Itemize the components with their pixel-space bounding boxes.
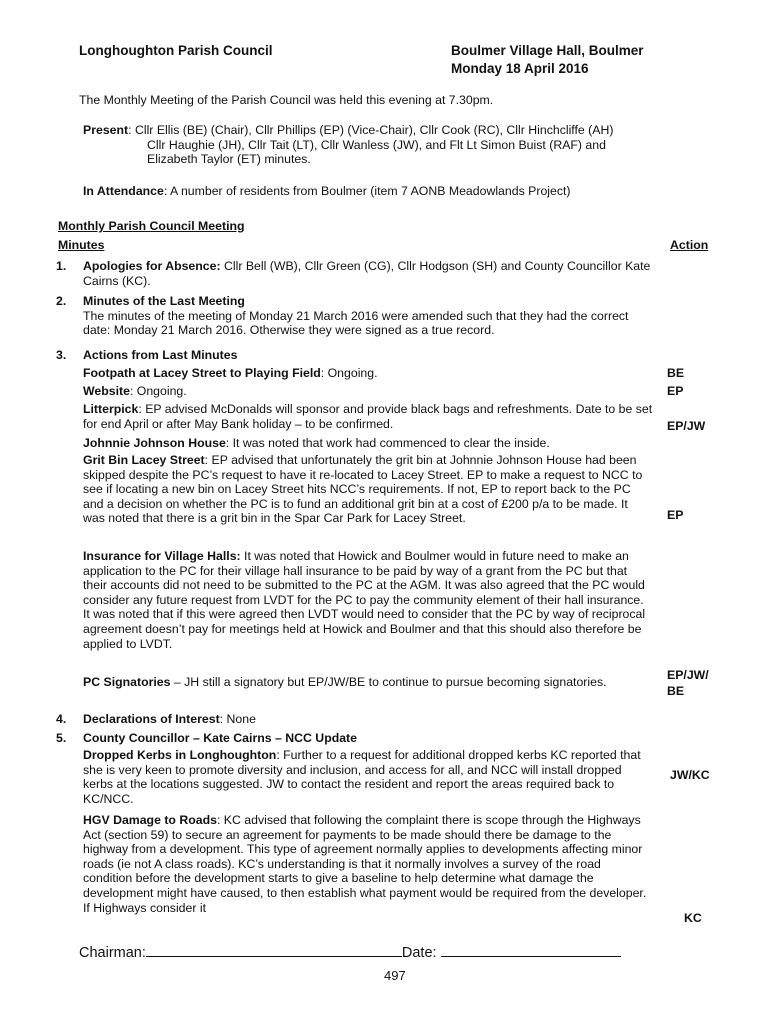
minutes-label: Minutes [58, 238, 105, 252]
action-code: KC [684, 911, 702, 925]
date-signature-line [441, 942, 621, 957]
present-text: : Cllr Ellis (BE) (Chair), Cllr Phillips (EP) (Vice-Chair), Cllr Cook (RC), Cllr Hinchcliffe (AH) [128, 123, 614, 137]
subitem-title: Johnnie Johnson House [83, 436, 226, 450]
subitem-litterpick [83, 402, 653, 431]
item-title: Declarations of Interest [83, 712, 220, 726]
subitem-title: Footpath at Lacey Street to Playing Field [83, 366, 321, 380]
subitem-title: Dropped Kerbs in Longhoughton [83, 748, 277, 762]
subitem-johnnie-johnson [83, 436, 653, 451]
subitem-title: Litterpick [83, 402, 139, 416]
subitem-title: Website [83, 384, 130, 398]
subitem-text: – JH still a signatory but EP/JW/BE to continue to pursue becoming signatories. [170, 675, 607, 689]
meeting-venue: Boulmer Village Hall, Boulmer [451, 43, 644, 58]
subitem-title: Grit Bin Lacey Street [83, 453, 205, 467]
subitem-insurance [83, 549, 653, 651]
action-label: Action [670, 238, 709, 252]
present-text-3: Elizabeth Taylor (ET) minutes. [147, 152, 311, 167]
meeting-date: Monday 18 April 2016 [451, 61, 589, 76]
present-label: Present [83, 123, 129, 137]
subitem-footpath [83, 366, 653, 381]
action-code: EP/JW [667, 419, 706, 433]
item-text: : None [219, 712, 256, 726]
council-name: Longhoughton Parish Council [79, 43, 273, 58]
item-title: Minutes of the Last Meeting [83, 294, 245, 308]
item-title: County Councillor – Kate Cairns – NCC Update [83, 731, 357, 745]
subitem-text: : Further to a request for additional dropped kerbs KC reported that she is very keen to promote diversity and inclusion, and access for all, and NCC will install dropped kerbs at the locations suggested. JW to contact the resident and report the areas required back to KC/NCC. [83, 748, 641, 806]
attendance-label: In Attendance [83, 184, 164, 198]
action-code: EP [667, 508, 684, 522]
subitem-text: : It was noted that work had commenced to clear the inside. [225, 436, 550, 450]
action-code: JW/KC [670, 768, 710, 782]
attendance-text: : A number of residents from Boulmer (item 7 AONB Meadowlands Project) [163, 184, 571, 198]
subitem-text: : Ongoing. [320, 366, 378, 380]
chairman-signature-line [146, 942, 402, 957]
item-number: 1. [56, 259, 67, 273]
date-label: Date: [401, 945, 437, 961]
action-code: BE [667, 684, 685, 698]
signature-line [79, 942, 621, 961]
subitem-grit-bin [83, 453, 653, 526]
item-number: 3. [56, 348, 67, 362]
chairman-label: Chairman: [79, 945, 146, 961]
attendance-block [83, 184, 713, 199]
subitem-website [83, 384, 653, 399]
item-apologies [83, 259, 653, 288]
present-block [83, 123, 713, 167]
item-declarations [83, 712, 653, 727]
section-title: Monthly Parish Council Meeting [58, 219, 245, 233]
item-last-minutes [83, 294, 653, 338]
item-number: 2. [56, 294, 67, 308]
item-title: Apologies for Absence: [83, 259, 221, 273]
subitem-text: : KC advised that following the complaint there is scope through the Highways Act (section 59) to secure an agreement for payments to be made should there be damage to the highway from a development. This type of agreement normally applies to developments affecting minor roads (ie not A class roads). KC’s understanding is that it normally involves a survey of the road condition before the development starts to give a baseline to help determine what damage the development might have caused, to then establish what payment would be required from the developer. If Highways consider it [83, 813, 647, 915]
item-text: Cllr Bell (WB), Cllr Green (CG), Cllr Hodgson (SH) and County Councillor Kate Cairns (KC). [83, 259, 651, 288]
subitem-signatories [83, 675, 653, 690]
subitem-dropped-kerbs [83, 748, 653, 806]
intro-text: The Monthly Meeting of the Parish Council was held this evening at 7.30pm. [79, 93, 494, 107]
action-code: BE [667, 366, 685, 380]
subitem-text: It was noted that Howick and Boulmer would in future need to make an application to the PC for their village hall insurance to be paid by way of a grant from the PC but that their accounts did not need to be submitted to the PC at the AGM. It was also agreed that the PC would consider any future request from LVDT for the PC to pay the community element of their hall insurance. It was noted that if this were agreed then LVDT would need to consider that the PC by way of reciprocal agreement doesn’t pay for meetings held at Howick and Boulmer and that this should also therefore be applied to LVDT. [83, 549, 646, 651]
present-text-2: Cllr Haughie (JH), Cllr Tait (LT), Cllr Wanless (JW), and Flt Lt Simon Buist (RAF) and [147, 137, 606, 152]
item-text: The minutes of the meeting of Monday 21 March 2016 were amended such that they had the correct date: Monday 21 March 2016. Otherwise they were signed as a true record. [83, 308, 629, 338]
subitem-title: Insurance for Village Halls: [83, 549, 241, 563]
subitem-text: : EP advised McDonalds will sponsor and provide black bags and refreshments. Date to be set for end April or after May Bank holiday – to be confirmed. [83, 402, 653, 431]
subitem-text: : EP advised that unfortunately the grit bin at Johnnie Johnson House had been skipped despite the PC’s request to have it re-located to Lacey Street. EP to make a request to NCC to see if locating a new bin on Lacey Street hits NCC’s requirements. If not, EP to report back to the PC and a decision on whether the PC is to fund an additional grit bin at a cost of £200 p/a to be made. It was noted that there is a grit bin in the Spar Car Park for Lacey Street. [83, 453, 643, 526]
subitem-hgv-damage [83, 813, 653, 915]
action-code: EP/JW/ [667, 668, 709, 682]
item-number: 4. [56, 712, 67, 726]
item-title: Actions from Last Minutes [83, 348, 238, 362]
subitem-title: PC Signatories [83, 675, 171, 689]
page-number: 497 [384, 968, 406, 983]
subitem-text: : Ongoing. [129, 384, 187, 398]
item-number: 5. [56, 731, 67, 745]
subitem-title: HGV Damage to Roads [83, 813, 217, 827]
action-code: EP [667, 384, 684, 398]
